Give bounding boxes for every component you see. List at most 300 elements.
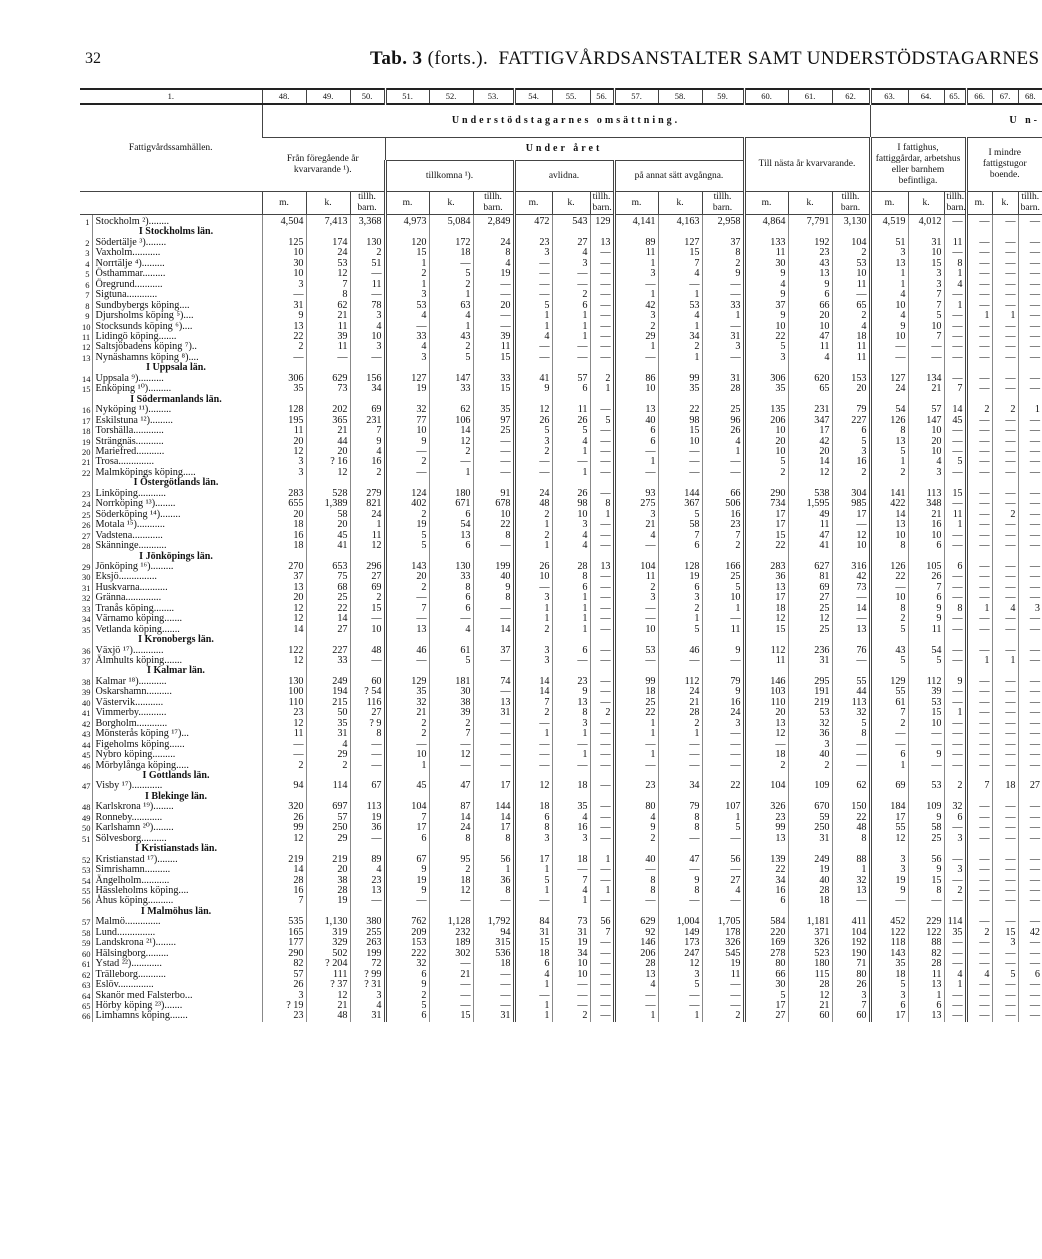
data-cell: — — [944, 949, 966, 959]
data-cell: 1 — [590, 384, 614, 394]
data-cell: 15 — [429, 1011, 473, 1021]
data-cell: — — [966, 729, 992, 739]
data-cell: 11 — [908, 970, 944, 980]
row-index — [80, 666, 92, 676]
data-cell: 15 — [658, 426, 702, 436]
data-cell: 31 — [306, 729, 350, 739]
data-cell: 69 — [350, 583, 385, 593]
data-cell: 2 — [385, 269, 429, 279]
data-cell: 172 — [429, 238, 473, 248]
data-cell: — — [658, 896, 702, 906]
data-cell: 6 — [514, 813, 552, 823]
data-cell: 19 — [306, 896, 350, 906]
data-cell: — — [473, 311, 514, 321]
data-cell: 24 — [306, 248, 350, 258]
data-cell: 99 — [658, 374, 702, 384]
data-cell: 22 — [614, 708, 658, 718]
data-cell: 92 — [614, 928, 658, 938]
data-cell: 1 — [966, 656, 992, 666]
data-cell: 6 — [385, 970, 429, 980]
data-cell: 12 — [514, 781, 552, 791]
data-cell: 62 — [306, 301, 350, 311]
data-cell: 502 — [306, 949, 350, 959]
community-name: Södertälje ³)........ — [92, 238, 262, 248]
data-cell: 14 — [514, 677, 552, 687]
data-cell: 19 — [658, 572, 702, 582]
data-cell: 19 — [788, 865, 832, 875]
data-cell: 10 — [870, 593, 908, 603]
data-cell: 1 — [514, 614, 552, 624]
data-cell: 2 — [832, 311, 870, 321]
data-cell: 156 — [350, 374, 385, 384]
empty-cell — [429, 635, 473, 645]
data-cell: 1 — [590, 855, 614, 865]
data-cell: — — [992, 980, 1018, 990]
data-cell: 31 — [788, 834, 832, 844]
data-cell: 7 — [262, 896, 306, 906]
data-cell: 2 — [658, 719, 702, 729]
data-cell: 4 — [788, 353, 832, 363]
data-cell: — — [992, 468, 1018, 478]
data-cell: 206 — [614, 949, 658, 959]
data-cell: 422 — [870, 499, 908, 509]
data-cell: — — [966, 510, 992, 520]
data-cell: 199 — [350, 949, 385, 959]
data-cell: 6 — [788, 290, 832, 300]
data-cell: 36 — [350, 823, 385, 833]
row-index: 57 — [82, 917, 91, 928]
unit-m: m. — [385, 192, 429, 215]
row-index: 47 — [82, 781, 91, 792]
data-cell: 13 — [788, 269, 832, 279]
data-cell: 16 — [908, 520, 944, 530]
data-cell: 8 — [614, 876, 658, 886]
data-cell: 1 — [514, 865, 552, 875]
table-row — [80, 980, 1042, 990]
data-cell: 113 — [908, 489, 944, 499]
data-cell: 79 — [658, 802, 702, 812]
data-cell: 8 — [473, 248, 514, 258]
data-cell: — — [966, 813, 992, 823]
empty-cell — [870, 635, 908, 645]
data-cell: — — [992, 865, 1018, 875]
data-cell: 10 — [473, 510, 514, 520]
data-cell: — — [1018, 949, 1042, 959]
data-cell: 37 — [702, 238, 744, 248]
data-cell: 109 — [908, 802, 944, 812]
data-cell: 2 — [702, 1011, 744, 1021]
data-cell: 20 — [262, 437, 306, 447]
data-cell: — — [658, 1001, 702, 1011]
data-cell: 2 — [385, 719, 429, 729]
header-units-spacer — [80, 192, 262, 215]
data-cell: 2 — [870, 719, 908, 729]
data-cell: 1 — [514, 520, 552, 530]
unit-tillh-barn: tillh. barn. — [1018, 192, 1042, 215]
data-cell: 112 — [744, 646, 788, 656]
data-cell: 54 — [908, 646, 944, 656]
data-cell: 53 — [658, 301, 702, 311]
data-cell: 11 — [306, 342, 350, 352]
data-cell: — — [992, 426, 1018, 436]
community-name: Saltsjöbadens köping ⁷).. — [92, 342, 262, 352]
data-cell: 68 — [306, 583, 350, 593]
data-cell: — — [590, 719, 614, 729]
data-cell: 27 — [788, 593, 832, 603]
data-cell: 26 — [702, 426, 744, 436]
community-name: Vimmerby........... — [92, 708, 262, 718]
data-cell: 129 — [590, 215, 614, 228]
data-cell: — — [992, 876, 1018, 886]
data-cell: — — [702, 834, 744, 844]
data-cell: — — [590, 876, 614, 886]
data-cell: — — [992, 489, 1018, 499]
data-cell: — — [992, 834, 1018, 844]
community-name: Hälsingborg......... — [92, 949, 262, 959]
empty-cell — [514, 635, 552, 645]
data-cell: 12 — [262, 614, 306, 624]
data-cell: — — [590, 322, 614, 332]
data-cell: 12 — [306, 269, 350, 279]
data-cell: 4 — [702, 886, 744, 896]
data-cell: 29 — [306, 750, 350, 760]
data-cell: — — [966, 865, 992, 875]
data-cell: 7 — [658, 531, 702, 541]
data-cell: — — [385, 593, 429, 603]
data-cell: 129 — [385, 677, 429, 687]
data-cell: 73 — [306, 384, 350, 394]
data-cell: 283 — [262, 489, 306, 499]
data-cell: 4 — [385, 311, 429, 321]
data-cell: — — [966, 896, 992, 906]
data-cell: 45 — [944, 416, 966, 426]
data-cell: 1 — [614, 259, 658, 269]
data-cell: 53 — [832, 259, 870, 269]
county-heading: I Östergötlands län. — [92, 478, 262, 488]
data-cell: 27 — [350, 708, 385, 718]
data-cell: 3 — [944, 834, 966, 844]
data-cell: 232 — [429, 928, 473, 938]
data-cell: 23 — [514, 238, 552, 248]
data-cell: — — [350, 750, 385, 760]
col-number-68: 68. — [1018, 89, 1042, 104]
col-number-51: 51. — [385, 89, 429, 104]
statistics-table — [80, 88, 1042, 1022]
data-cell: 21 — [658, 698, 702, 708]
empty-cell — [473, 635, 514, 645]
data-cell: — — [514, 719, 552, 729]
row-index — [80, 844, 92, 854]
data-cell: 2 — [552, 1011, 590, 1021]
data-cell: 80 — [744, 959, 788, 969]
data-cell: 1 — [590, 886, 614, 896]
data-cell: — — [514, 991, 552, 1001]
data-cell: — — [966, 677, 992, 687]
data-cell: 584 — [744, 917, 788, 927]
data-cell: 315 — [473, 938, 514, 948]
data-cell: 31 — [262, 301, 306, 311]
data-cell: — — [944, 729, 966, 739]
data-cell: 42 — [614, 301, 658, 311]
data-cell: 3 — [788, 740, 832, 750]
data-cell: 37 — [262, 572, 306, 582]
data-cell: 10 — [552, 510, 590, 520]
empty-cell — [658, 635, 702, 645]
data-cell: 181 — [429, 677, 473, 687]
data-cell: — — [473, 750, 514, 760]
data-cell: 80 — [832, 970, 870, 980]
data-cell: 7 — [590, 928, 614, 938]
row-index: 49 — [82, 812, 91, 823]
data-cell: 13 — [590, 238, 614, 248]
data-cell: 32 — [385, 698, 429, 708]
data-cell: 55 — [870, 687, 908, 697]
row-index: 64 — [82, 990, 91, 1001]
data-cell: 4 — [350, 447, 385, 457]
data-cell: 380 — [350, 917, 385, 927]
data-cell: 11 — [614, 572, 658, 582]
data-cell: 13 — [870, 520, 908, 530]
data-cell: 4 — [658, 269, 702, 279]
data-cell: 19 — [702, 959, 744, 969]
data-cell: 2 — [832, 468, 870, 478]
data-cell: 48 — [306, 1011, 350, 1021]
data-cell: 9 — [350, 437, 385, 447]
data-cell: ? 16 — [306, 457, 350, 467]
data-cell: 43 — [429, 332, 473, 342]
data-cell: 2 — [514, 625, 552, 635]
data-cell: — — [350, 269, 385, 279]
data-cell: 19 — [385, 876, 429, 886]
data-cell: 7 — [514, 698, 552, 708]
data-cell: 2 — [658, 342, 702, 352]
data-cell: — — [908, 729, 944, 739]
data-cell: — — [552, 761, 590, 771]
empty-cell — [306, 635, 350, 645]
data-cell: 18 — [473, 959, 514, 969]
table-row — [80, 781, 1042, 791]
data-cell: 147 — [429, 374, 473, 384]
data-cell: 821 — [350, 499, 385, 509]
data-cell: 227 — [832, 416, 870, 426]
data-cell: — — [590, 593, 614, 603]
data-cell: 222 — [385, 949, 429, 959]
data-cell: 3 — [658, 593, 702, 603]
table-row — [80, 301, 1042, 311]
data-cell: 184 — [870, 802, 908, 812]
data-cell: 9 — [552, 687, 590, 697]
data-cell: — — [1018, 416, 1042, 426]
data-cell: 6 — [944, 813, 966, 823]
unit-m: m. — [744, 192, 788, 215]
data-cell: 20 — [744, 437, 788, 447]
page-title — [370, 48, 1039, 70]
data-cell: 8 — [552, 572, 590, 582]
data-cell: — — [832, 750, 870, 760]
data-cell: 15 — [992, 928, 1018, 938]
data-cell: 4 — [552, 248, 590, 258]
data-cell: 9 — [908, 865, 944, 875]
data-cell: 57 — [306, 813, 350, 823]
data-cell: 114 — [306, 781, 350, 791]
data-cell: 4,163 — [658, 215, 702, 228]
data-cell: 411 — [832, 917, 870, 927]
data-cell: 22 — [262, 332, 306, 342]
data-cell: 5 — [870, 980, 908, 990]
data-cell: — — [473, 541, 514, 551]
data-cell: 3 — [514, 834, 552, 844]
data-cell: 11 — [788, 342, 832, 352]
data-cell: — — [1018, 541, 1042, 551]
data-cell: 173 — [658, 938, 702, 948]
data-cell: 18 — [992, 781, 1018, 791]
data-cell: — — [702, 353, 744, 363]
data-cell: 8 — [870, 541, 908, 551]
table-row — [80, 604, 1042, 614]
row-index: 63 — [82, 980, 91, 991]
community-name: Stocksunds köping ⁶).... — [92, 322, 262, 332]
data-cell: 4,012 — [908, 215, 944, 228]
header-row-omsattning — [80, 104, 1042, 138]
empty-cell — [702, 635, 744, 645]
data-cell: 22 — [744, 541, 788, 551]
data-cell: 71 — [832, 959, 870, 969]
data-cell: 53 — [908, 698, 944, 708]
data-cell: 10 — [908, 426, 944, 436]
data-cell: — — [614, 1001, 658, 1011]
data-cell: — — [832, 740, 870, 750]
data-cell: 4 — [350, 865, 385, 875]
data-cell: 12 — [262, 447, 306, 457]
data-cell: 1 — [429, 322, 473, 332]
row-index: 28 — [82, 541, 91, 552]
data-cell: — — [473, 656, 514, 666]
data-cell: 1 — [514, 980, 552, 990]
data-cell: 985 — [832, 499, 870, 509]
data-cell: 4 — [350, 1001, 385, 1011]
data-cell: 104 — [614, 562, 658, 572]
data-cell: — — [702, 761, 744, 771]
data-cell: 220 — [744, 928, 788, 938]
data-cell: 206 — [744, 416, 788, 426]
data-cell: 249 — [788, 855, 832, 865]
data-cell: — — [966, 708, 992, 718]
data-cell: 25 — [908, 834, 944, 844]
data-cell: 3 — [908, 269, 944, 279]
data-cell: 1 — [552, 593, 590, 603]
data-cell: — — [992, 646, 1018, 656]
data-cell: — — [590, 353, 614, 363]
data-cell: 32 — [385, 959, 429, 969]
data-cell: — — [1018, 687, 1042, 697]
data-cell: 4,504 — [262, 215, 306, 228]
data-cell: 3 — [614, 593, 658, 603]
header-tillkomna: tillkomna ¹). — [385, 161, 514, 192]
data-cell: 17 — [744, 593, 788, 603]
data-cell: 40 — [473, 572, 514, 582]
data-cell: 1 — [832, 865, 870, 875]
data-cell: — — [992, 855, 1018, 865]
data-cell: 3 — [658, 970, 702, 980]
data-cell: — — [870, 729, 908, 739]
data-cell: — — [590, 834, 614, 844]
data-cell: 255 — [350, 928, 385, 938]
data-cell: 21 — [306, 426, 350, 436]
data-cell: 22 — [702, 781, 744, 791]
data-cell: — — [473, 437, 514, 447]
data-cell: 329 — [306, 938, 350, 948]
data-cell: — — [992, 353, 1018, 363]
data-cell: 12 — [262, 719, 306, 729]
data-cell: 109 — [788, 781, 832, 791]
col-number-64: 64. — [908, 89, 944, 104]
data-cell: — — [992, 886, 1018, 896]
data-cell: 14 — [514, 687, 552, 697]
data-cell: 15 — [944, 489, 966, 499]
data-cell: — — [1018, 562, 1042, 572]
empty-cell — [944, 635, 966, 645]
data-cell: 105 — [908, 562, 944, 572]
table-row — [80, 531, 1042, 541]
data-cell: 3 — [514, 437, 552, 447]
data-cell: 76 — [832, 646, 870, 656]
data-cell: 174 — [306, 238, 350, 248]
data-cell: 16 — [744, 886, 788, 896]
data-cell: 1 — [702, 311, 744, 321]
row-index: 12 — [82, 342, 91, 353]
data-cell: 1 — [514, 1011, 552, 1021]
data-cell: 6 — [832, 426, 870, 436]
data-cell: — — [514, 353, 552, 363]
data-cell: — — [1018, 437, 1042, 447]
data-cell: — — [992, 1001, 1018, 1011]
data-cell: 35 — [658, 384, 702, 394]
data-cell: 18 — [744, 750, 788, 760]
data-cell: — — [1018, 520, 1042, 530]
data-cell: — — [832, 761, 870, 771]
data-cell: 118 — [870, 938, 908, 948]
data-cell: 1 — [658, 290, 702, 300]
data-cell: 4 — [992, 604, 1018, 614]
data-cell: 10 — [870, 301, 908, 311]
row-index: 54 — [82, 875, 91, 886]
data-cell: 130 — [350, 238, 385, 248]
statistics-table-container — [80, 88, 1040, 1022]
data-cell: 18 — [514, 949, 552, 959]
col-number-55: 55. — [552, 89, 590, 104]
data-cell: 133 — [744, 238, 788, 248]
col-number-62: 62. — [832, 89, 870, 104]
data-cell: 60 — [350, 677, 385, 687]
data-cell: 1 — [552, 625, 590, 635]
data-cell: 1 — [552, 322, 590, 332]
data-cell: — — [944, 625, 966, 635]
data-cell: — — [966, 215, 992, 228]
col-number-57: 57. — [614, 89, 658, 104]
data-cell: 134 — [908, 374, 944, 384]
data-cell: — — [1018, 865, 1042, 875]
county-heading: I Kalmar län. — [92, 666, 262, 676]
unit-m: m. — [514, 192, 552, 215]
data-cell: 9 — [744, 290, 788, 300]
data-cell: 16 — [350, 457, 385, 467]
data-cell: 2 — [966, 405, 992, 415]
data-cell: 17 — [473, 823, 514, 833]
data-cell: 10 — [514, 572, 552, 582]
data-cell: 33 — [429, 384, 473, 394]
data-cell: — — [473, 687, 514, 697]
data-cell: 6 — [385, 1011, 429, 1021]
